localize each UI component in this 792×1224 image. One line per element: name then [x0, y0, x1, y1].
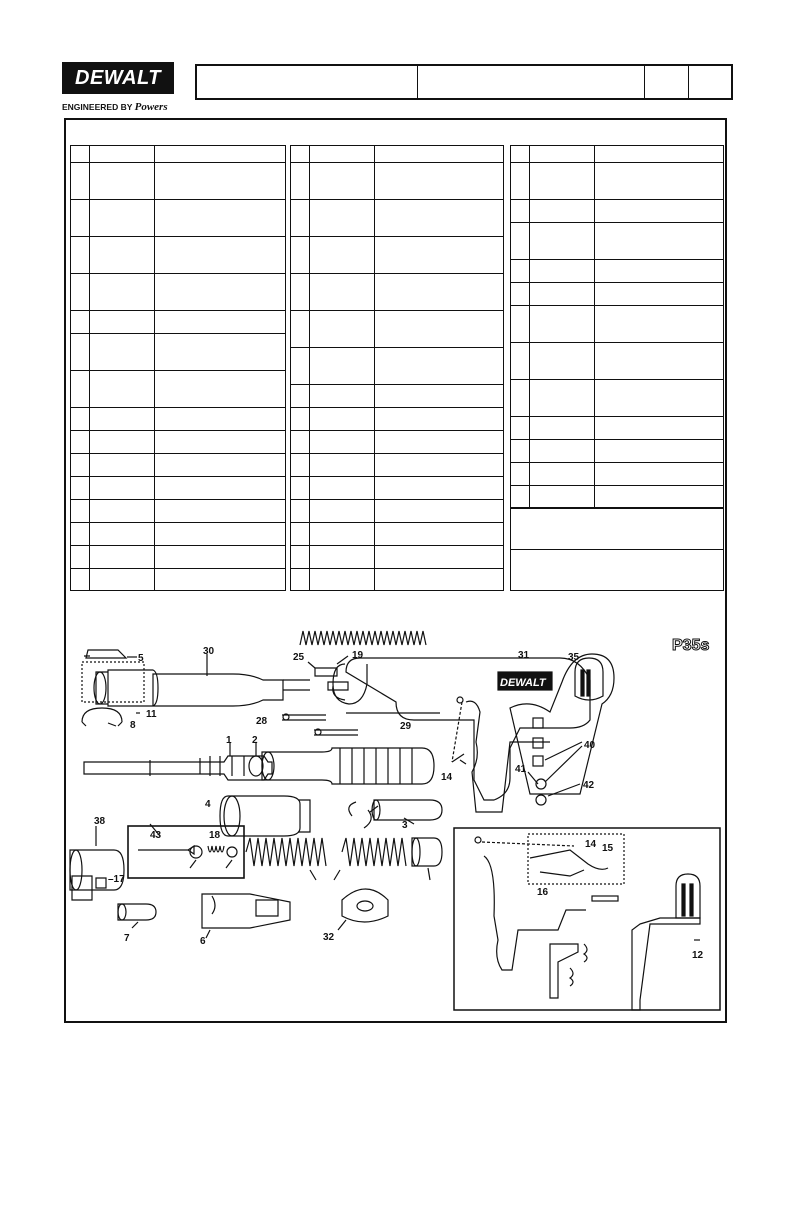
callout-4: 4 [205, 799, 211, 810]
part-28 [282, 715, 358, 735]
callout-41: 41 [515, 764, 527, 775]
callout-3: 3 [402, 820, 408, 831]
part-32 [342, 889, 388, 922]
callout-17: –17 [108, 874, 125, 885]
callout-25: 25 [293, 652, 305, 663]
part-4-sleeve [262, 748, 434, 784]
callout-1: 1 [226, 735, 232, 746]
callout-31: 31 [518, 650, 530, 661]
part-30-barrel [96, 670, 283, 706]
callout-40: 40 [584, 740, 596, 751]
part-3 [374, 800, 442, 820]
part-7 [118, 904, 156, 920]
callout-5: 5 [138, 653, 144, 664]
callout-35: 35 [568, 652, 580, 663]
callout-2: 2 [252, 735, 258, 746]
model-label: P35s [672, 637, 710, 654]
callout-12: 12 [692, 950, 704, 961]
callout-19: 19 [352, 650, 364, 661]
callout-29: 29 [400, 721, 412, 732]
part-31-housing [346, 658, 590, 800]
part-5 [84, 650, 126, 658]
part-43-shaft [220, 796, 300, 836]
callout-16: 16 [537, 887, 549, 898]
callout-42: 42 [583, 780, 595, 791]
callout-38: 38 [94, 816, 106, 827]
part-25 [315, 668, 348, 690]
logo-tagline: ENGINEERED BY Powers [62, 101, 168, 113]
callout-15: 15 [602, 843, 614, 854]
tool-logo: DEWALT [500, 677, 546, 689]
part-8 [82, 708, 122, 726]
callout-18: 18 [209, 830, 221, 841]
callout-14b: 14 [585, 839, 597, 850]
callout-43: 43 [150, 830, 162, 841]
callout-6: 6 [200, 936, 206, 947]
part-clip [349, 802, 371, 828]
top-spring [300, 631, 426, 645]
callout-11: 11 [146, 709, 157, 720]
callout-8: 8 [130, 720, 136, 731]
logo-wordmark: DEWALT [75, 66, 161, 89]
spring-coils-2 [342, 838, 406, 866]
callout-30: 30 [203, 646, 215, 657]
callout-7: 7 [124, 933, 130, 944]
part-2 [249, 756, 263, 776]
callout-14a: 14 [441, 772, 453, 783]
spring-coils-1 [246, 838, 326, 866]
part-6 [202, 894, 290, 928]
end-cap [412, 838, 442, 866]
callout-28: 28 [256, 716, 268, 727]
callout-32: 32 [323, 932, 335, 943]
